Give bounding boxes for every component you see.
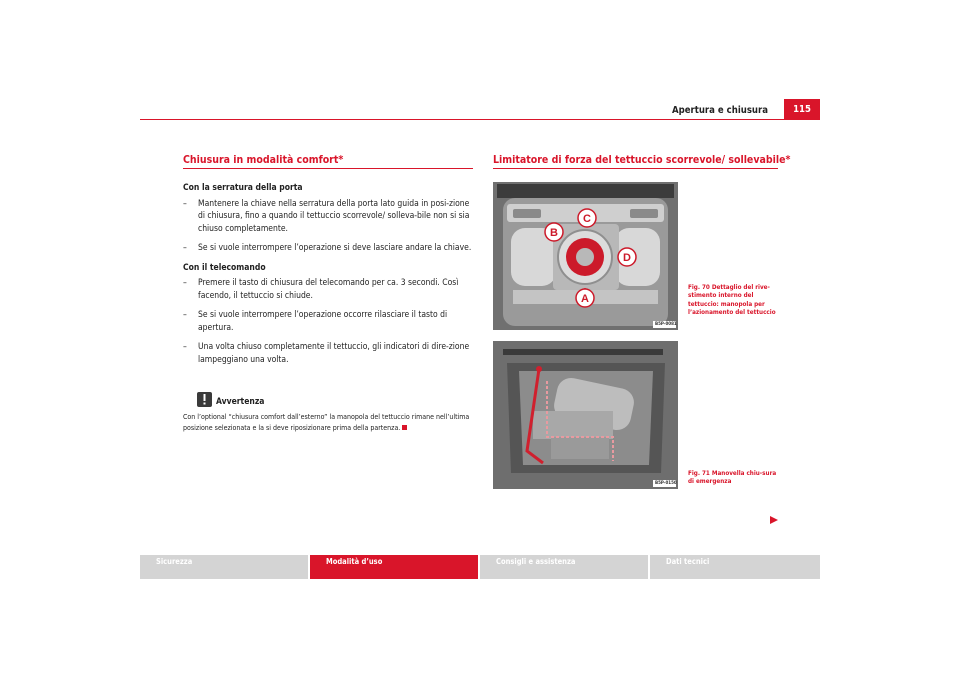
callout-label-a: A bbox=[581, 293, 589, 305]
figure-roof-dial bbox=[493, 182, 678, 330]
subheading-door-lock: Con la serratura della porta bbox=[183, 183, 303, 193]
callout-label-c: C bbox=[583, 213, 591, 225]
footer-tab-sicurezza[interactable]: Sicurezza bbox=[140, 555, 308, 579]
callout-label-d: D bbox=[623, 252, 631, 264]
footer-tab-dati-tecnici[interactable]: Dati tecnici bbox=[650, 555, 820, 579]
next-page-arrow-icon[interactable] bbox=[770, 509, 778, 528]
end-marker-icon bbox=[402, 425, 407, 430]
left-column-text bbox=[183, 182, 473, 373]
footer-tab-modalita-duso[interactable]: Modalità d’uso bbox=[310, 555, 478, 579]
list-item: – Se si vuole interrompere l’operazione occorre rilasciare il tasto di apertura. bbox=[183, 310, 448, 333]
footer-tab-consigli-e-assistenza[interactable]: Consigli e assistenza bbox=[480, 555, 648, 579]
list-item: – Una volta chiuso completamente il tettuccio, gli indicatori di dire-zione lampeggiano una volta. bbox=[183, 342, 470, 365]
figure-code: B5P-0150 bbox=[655, 481, 677, 486]
warning-icon bbox=[197, 392, 212, 407]
footer-nav bbox=[140, 555, 820, 579]
figure-emergency-crank bbox=[493, 341, 678, 489]
warning-text: Con l’optional “chiusura comfort dall’esterno” la manopola del tettuccio rimane nell’ultima posizione selezionata e la si deve riposizionare prima della partenza. bbox=[183, 413, 470, 432]
left-section-rule bbox=[183, 168, 473, 169]
subheading-remote: Con il telecomando bbox=[183, 262, 266, 273]
callout-label-b: B bbox=[550, 227, 558, 239]
warning-title: Avvertenza bbox=[216, 397, 265, 407]
figure-code: B5P-0081 bbox=[655, 322, 677, 327]
figure-caption: Fig. 70 Dettaglio del rive-stimento interno del tettuccio: manopola per l’azionamento del tettuccio bbox=[688, 284, 776, 316]
page-number: 115 bbox=[784, 99, 820, 119]
list-item: – Premere il tasto di chiusura del telecomando per ca. 3 secondi. Così facendo, il tettuccio si chiude. bbox=[183, 278, 459, 301]
left-section-title: Chiusura in modalità comfort* bbox=[183, 154, 344, 166]
right-section-title: Limitatore di forza del tettuccio scorrevole/ sollevabile* bbox=[493, 154, 791, 166]
figure-caption: Fig. 71 Manovella chiu-sura di emergenza bbox=[688, 470, 777, 486]
header-rule bbox=[140, 119, 820, 120]
list-item: – Mantenere la chiave nella serratura della porta lato guida in posi-zione di chiusura, fino a quando il tettuccio scorrevole/ solleva-bile non si sia chiuso completamente. bbox=[183, 198, 470, 234]
list-item: – Se si vuole interrompere l’operazione si deve lasciare andare la chiave. bbox=[183, 243, 472, 253]
right-section-rule bbox=[493, 168, 778, 169]
running-header-title: Apertura e chiusura bbox=[672, 105, 768, 116]
